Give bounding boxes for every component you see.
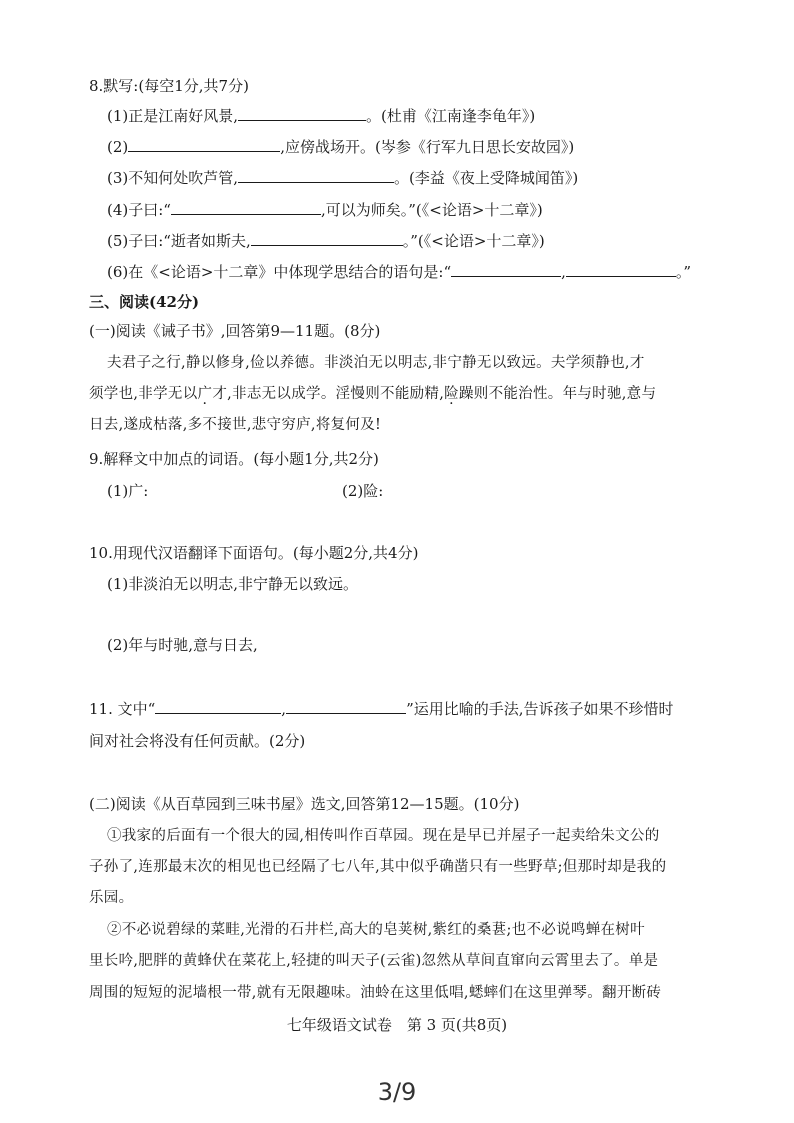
- q8-item-3: [107, 168, 578, 188]
- q10-title: 10.用现代汉语翻译下面语句。(每小题2分,共4分): [89, 544, 419, 562]
- passage2-line-1: ①我家的后面有一个很大的园,相传叫作百草园。现在是早已并屋子一起卖给朱文公的: [107, 828, 660, 844]
- passage2-line-4: ②不必说碧绿的菜畦,光滑的石井栏,高大的皂荚树,紫红的桑葚;也不必说鸣蝉在树叶: [107, 922, 645, 938]
- passage2-line-5: 里长吟,肥胖的黄蜂伏在菜花上,轻捷的叫天子(云雀)忽然从草间直窜向云霄里去了。单是: [89, 953, 659, 969]
- q8-item-2-pre: (2): [107, 138, 129, 156]
- answer-blank[interactable]: [238, 168, 394, 183]
- answer-blank[interactable]: [451, 262, 561, 277]
- q8-item-4-post: ,可以为师矣。”(《<论语>十二章》): [320, 201, 543, 219]
- q8-item-6-pre: (6)在《<论语>十二章》中体现学思结合的语句是:“: [107, 263, 452, 281]
- marked-word-guang: 广: [197, 386, 213, 402]
- q11-line-2: 间对社会将没有任何贡献。(2分): [89, 732, 306, 750]
- q8-item-1-pre: (1)正是江南好风景,: [107, 107, 239, 125]
- q9-a: (1)广:: [107, 482, 149, 500]
- passage-segment: 才,非志无以成学。淫慢则不能励精,: [212, 386, 445, 402]
- q8-title: 8.默写:(每空1分,共7分): [89, 77, 249, 95]
- q8-item-1-post: 。(杜甫《江南逢李龟年》): [366, 107, 536, 125]
- passage-segment: 躁则不能治性。年与时驰,意与: [458, 386, 657, 402]
- passage2-line-6: 周围的短短的泥墙根一带,就有无限趣味。油蛉在这里低唱,蟋蟀们在这里弹琴。翻开断砖: [89, 985, 662, 1001]
- q8-item-5-post: 。”(《<论语>十二章》): [402, 232, 545, 250]
- answer-blank[interactable]: [171, 200, 321, 215]
- marked-word-xian: 险: [444, 386, 459, 402]
- q8-item-6: [107, 262, 691, 282]
- q11-post: ”运用比喻的手法,告诉孩子如果不珍惜时: [406, 700, 674, 718]
- passage-segment: 须学也,非学无以: [89, 386, 198, 402]
- passage-line-1: 夫君子之行,静以修身,俭以养德。非淡泊无以明志,非宁静无以致远。夫学须静也,才: [107, 355, 645, 371]
- answer-blank[interactable]: [155, 699, 281, 714]
- answer-blank[interactable]: [128, 137, 280, 152]
- page-counter: 3/9: [377, 1078, 417, 1106]
- answer-blank[interactable]: [566, 262, 676, 277]
- q11-pre: 11. 文中“: [89, 700, 156, 718]
- q8-item-1: [107, 106, 535, 126]
- answer-blank[interactable]: [238, 106, 366, 121]
- answer-blank[interactable]: [251, 231, 403, 246]
- q8-item-4: [107, 200, 543, 220]
- q9-b: (2)险:: [342, 482, 384, 500]
- q8-item-2: [107, 137, 574, 157]
- q11-mid: ,: [281, 700, 287, 718]
- q9-title: 9.解释文中加点的词语。(每小题1分,共2分): [89, 450, 379, 468]
- part1-title: (一)阅读《诫子书》,回答第9—11题。(8分): [89, 322, 381, 340]
- q8-item-3-pre: (3)不知何处吹芦管,: [107, 169, 239, 187]
- q8-item-3-post: 。(李益《夜上受降城闻笛》): [394, 169, 579, 187]
- q10-a: (1)非淡泊无以明志,非宁静无以致远。: [107, 575, 359, 593]
- passage-line-3: 日去,遂成枯落,多不接世,悲守穷庐,将复何及!: [89, 417, 382, 433]
- section-title: 三、阅读(42分): [89, 293, 200, 311]
- q8-item-6-mid: ,: [561, 263, 566, 281]
- q10-b: (2)年与时驰,意与日去,: [107, 636, 258, 654]
- q8-item-4-pre: (4)子曰:“: [107, 201, 171, 219]
- passage2-line-3: 乐园。: [89, 890, 134, 906]
- q11-line-1: [89, 699, 674, 719]
- passage2-line-2: 子孙了,连那最末次的相见也已经隔了七八年,其中似乎确凿只有一些野草;但那时却是我的: [89, 859, 667, 875]
- part2-title: (二)阅读《从百草园到三味书屋》选文,回答第12—15题。(10分): [89, 795, 520, 813]
- q8-item-2-post: ,应傍战场开。(岑参《行军九日思长安故园》): [280, 138, 575, 156]
- q8-item-5-pre: (5)子曰:“逝者如斯夫,: [107, 232, 251, 250]
- answer-blank[interactable]: [286, 699, 406, 714]
- page-footer: 七年级语文试卷 第 3 页(共8页): [286, 1016, 508, 1034]
- q8-item-5: [107, 231, 545, 251]
- q8-item-6-post: 。”: [675, 263, 692, 281]
- passage-line-2: [89, 384, 656, 404]
